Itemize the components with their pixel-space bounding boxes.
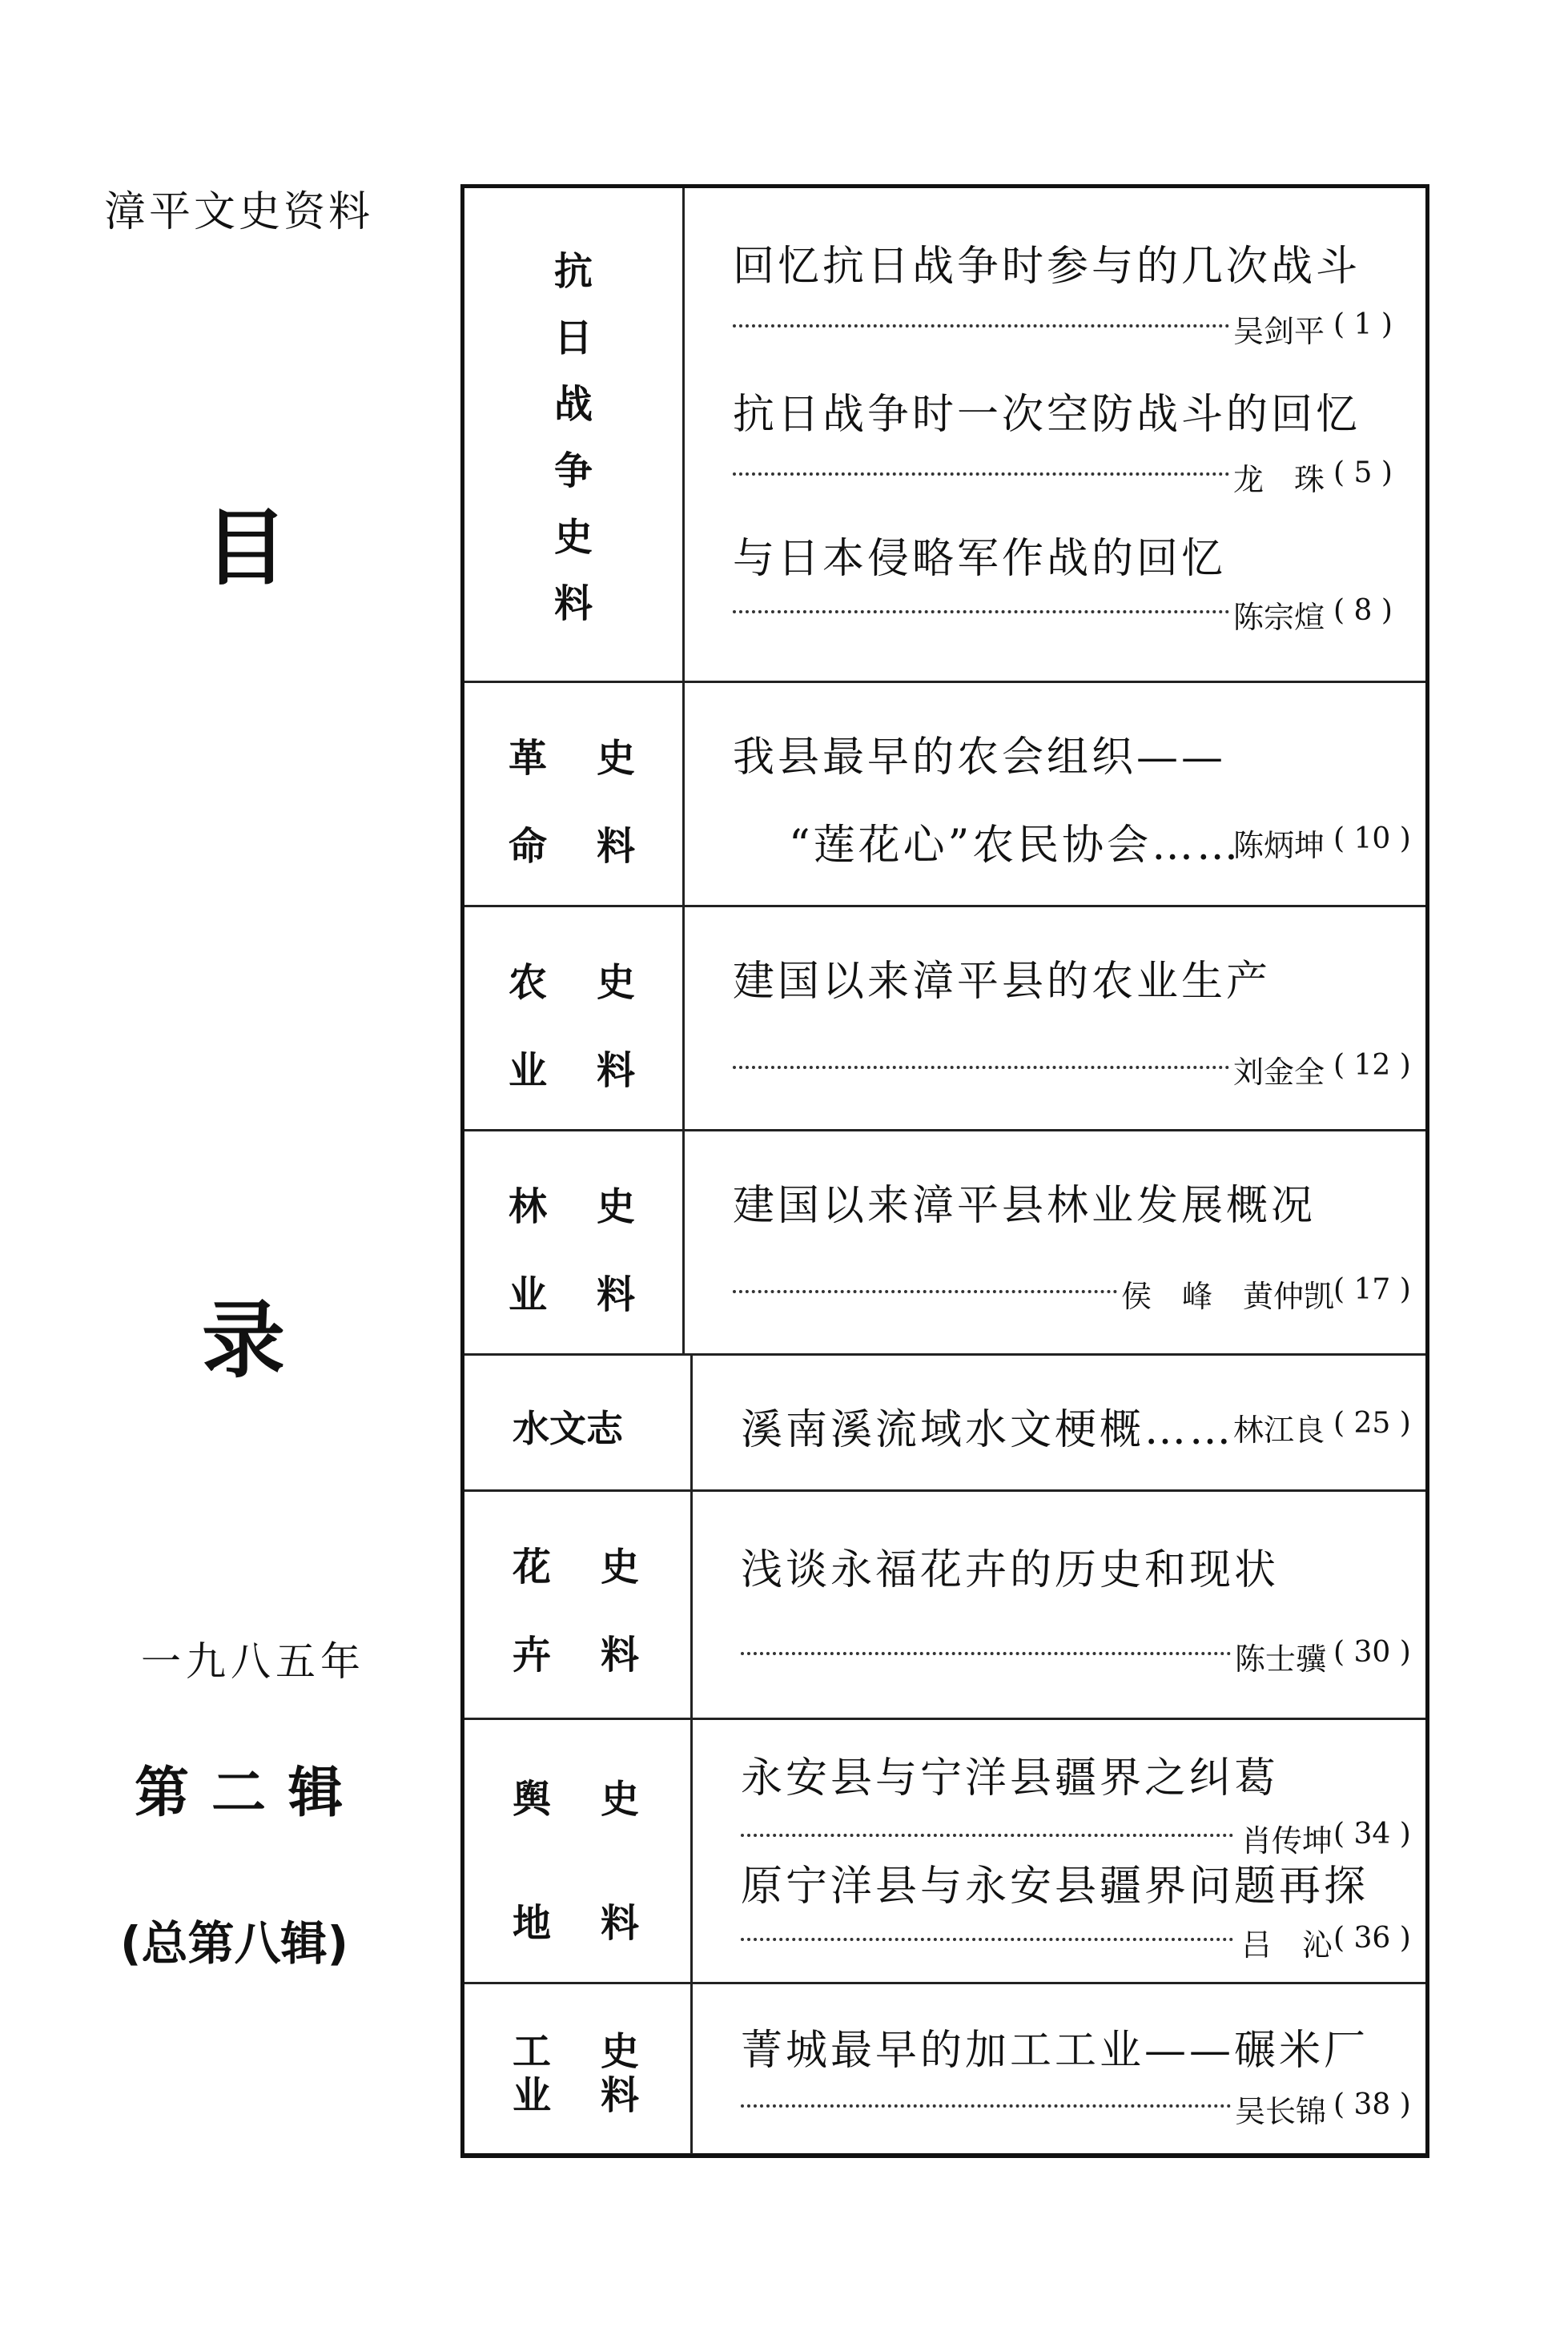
entry-author: 吴长锦 — [1235, 2094, 1327, 2129]
entry-page: ( 1 ) — [1333, 308, 1393, 341]
dot-leader — [741, 1834, 1233, 1837]
category-char: 舆 — [513, 1777, 552, 1822]
entry-title: 我县最早的农会组织—— — [733, 733, 1227, 782]
category-char: 史 — [597, 736, 636, 781]
entry-title: 回忆抗日战争时参与的几次战斗 — [733, 243, 1361, 291]
entry-page: ( 38 ) — [1333, 2088, 1411, 2121]
column-divider — [682, 1131, 685, 1353]
entry-author: 肖传坤 — [1241, 1823, 1333, 1859]
column-divider — [690, 1984, 693, 2154]
entry-page: ( 34 ) — [1333, 1818, 1411, 1851]
category-label — [464, 1492, 682, 1718]
category-label — [464, 188, 682, 681]
dot-leader — [741, 1652, 1231, 1655]
toc-section — [464, 1353, 1425, 1489]
category-char: 料 — [601, 1633, 640, 1678]
entry-title: 建国以来漳平县的农业生产 — [733, 958, 1272, 1006]
entry-author: 林江良 — [1233, 1413, 1325, 1448]
category-char: 林 — [509, 1184, 548, 1229]
category-char: 料 — [597, 824, 636, 869]
dot-leader — [733, 1066, 1229, 1069]
category-char: 料 — [597, 1048, 636, 1093]
column-divider — [690, 1356, 693, 1489]
category-char: 命 — [509, 824, 548, 869]
entry-title: 永安县与宁洋县疆界之纠葛 — [741, 1754, 1280, 1802]
entry-author: 侯 峰 黄仲凯 — [1121, 1279, 1335, 1314]
dot-leader — [741, 1938, 1233, 1941]
toc-section — [464, 1489, 1425, 1718]
column-divider — [682, 907, 685, 1129]
category-label — [464, 1720, 682, 1982]
category-char: 工 — [513, 2029, 552, 2074]
category-char: 史 — [597, 1184, 636, 1229]
category-char: 料 — [597, 1272, 636, 1317]
entry-page: ( 5 ) — [1333, 456, 1393, 489]
entry-author: 吕 沁 — [1241, 1927, 1333, 1963]
dot-leader — [733, 1290, 1117, 1293]
entry-title: 建国以来漳平县林业发展概况 — [733, 1182, 1317, 1230]
entry-author: 吴剑平 — [1233, 314, 1325, 349]
publication-year: 一九八五年 — [141, 1638, 365, 1685]
category-char: 业 — [509, 1048, 548, 1093]
category-char: 史 — [597, 960, 636, 1005]
category-label — [464, 907, 682, 1129]
category-char: 史 — [554, 515, 593, 560]
column-divider — [690, 1720, 693, 1982]
category-char: 争 — [554, 448, 593, 493]
category-label — [464, 1984, 682, 2154]
entry-page: ( 10 ) — [1333, 822, 1411, 855]
category-char: 业 — [513, 2073, 552, 2118]
total-issue-number: (总第八辑) — [120, 1916, 349, 1971]
category-label — [464, 1131, 682, 1353]
category-char: 史 — [601, 1777, 640, 1822]
category-char: 农 — [509, 960, 548, 1005]
entry-title: 菁城最早的加工工业——碾米厂 — [741, 2027, 1369, 2075]
category-char: 料 — [554, 581, 593, 626]
category-char: 史 — [601, 2029, 640, 2074]
contents-char-lu: 录 — [202, 1292, 286, 1389]
entry-page: ( 8 ) — [1333, 594, 1393, 627]
dot-leader — [733, 472, 1229, 476]
entry-title: 与日本侵略军作战的回忆 — [733, 535, 1227, 583]
toc-section — [464, 188, 1425, 681]
dot-leader — [741, 2104, 1231, 2108]
dot-leader — [733, 610, 1229, 613]
category-char: 革 — [509, 736, 548, 781]
column-divider — [682, 188, 685, 681]
column-divider — [682, 683, 685, 905]
entry-page: ( 36 ) — [1333, 1922, 1411, 1955]
category-label — [464, 1356, 682, 1489]
category-char: 水文志 — [513, 1407, 623, 1450]
entry-page: ( 30 ) — [1333, 1636, 1411, 1669]
toc-section — [464, 681, 1425, 905]
entry-author: 陈炳坤 — [1233, 828, 1325, 863]
category-char: 日 — [554, 315, 593, 360]
category-char: 抗 — [554, 249, 593, 294]
entry-author: 陈士骥 — [1235, 1642, 1327, 1677]
table-of-contents — [460, 184, 1429, 2158]
entry-title: 原宁洋县与永安县疆界问题再探 — [741, 1863, 1369, 1911]
category-char: 花 — [513, 1545, 552, 1589]
toc-section — [464, 1718, 1425, 1982]
toc-section — [464, 1129, 1425, 1353]
entry-title: 浅谈永福花卉的历史和现状 — [741, 1546, 1280, 1594]
entry-title: 抗日战争时一次空防战斗的回忆 — [733, 391, 1361, 439]
toc-section — [464, 905, 1425, 1129]
series-title: 漳平文史资料 — [104, 188, 374, 236]
category-label — [464, 683, 682, 905]
category-char: 卉 — [513, 1633, 552, 1678]
entry-author: 龙 珠 — [1233, 462, 1325, 497]
category-char: 地 — [513, 1901, 552, 1946]
column-divider — [690, 1492, 693, 1718]
entry-author: 陈宗煊 — [1233, 600, 1325, 635]
entry-title-continued: “莲花心”农民协会…… — [789, 822, 1242, 870]
toc-section — [464, 1982, 1425, 2154]
entry-author: 刘金全 — [1233, 1055, 1325, 1090]
dot-leader — [733, 324, 1229, 328]
category-char: 料 — [601, 1901, 640, 1946]
category-char: 史 — [601, 1545, 640, 1589]
entry-page: ( 17 ) — [1333, 1273, 1411, 1306]
issue-number: 第二辑 — [135, 1762, 366, 1825]
contents-char-mu: 目 — [204, 499, 288, 597]
entry-page: ( 12 ) — [1333, 1049, 1411, 1082]
entry-page: ( 25 ) — [1333, 1407, 1411, 1440]
category-char: 战 — [554, 382, 593, 427]
category-char: 业 — [509, 1272, 548, 1317]
entry-title: 溪南溪流域水文梗概…… — [741, 1406, 1235, 1454]
category-char: 料 — [601, 2073, 640, 2118]
